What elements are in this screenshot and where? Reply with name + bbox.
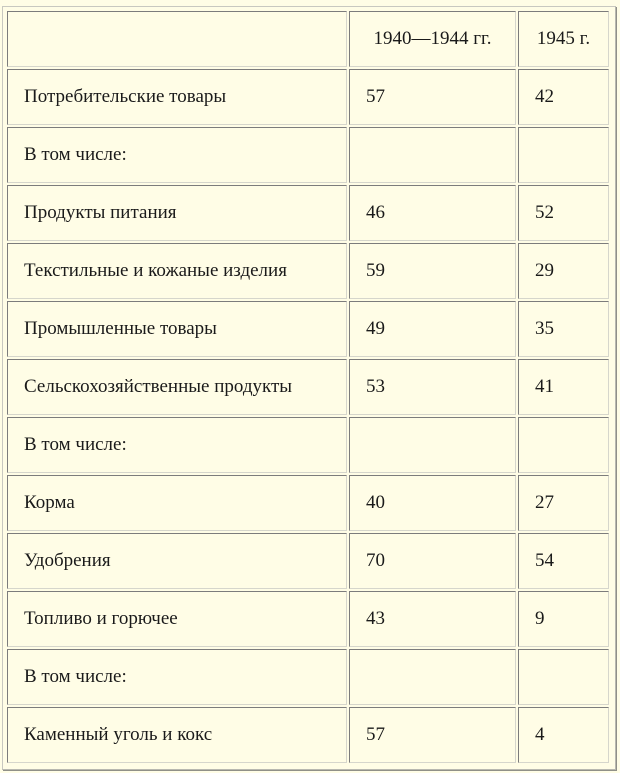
header-cell-1945: 1945 г. — [518, 11, 609, 67]
row-label: Промышленные товары — [7, 301, 347, 357]
table-row — [7, 649, 609, 705]
row-label: Текстильные и кожаные изделия — [7, 243, 347, 299]
table-row — [7, 185, 609, 241]
row-value-1940-1944: 46 — [349, 185, 516, 241]
table-row — [7, 127, 609, 183]
row-value-1945: 42 — [518, 69, 609, 125]
row-value-1940-1944: 57 — [349, 707, 516, 763]
row-label: Корма — [7, 475, 347, 531]
row-value-1940-1944: 49 — [349, 301, 516, 357]
row-value-1945: 29 — [518, 243, 609, 299]
row-value-1945: 9 — [518, 591, 609, 647]
row-value-1945: 54 — [518, 533, 609, 589]
row-value-1945 — [518, 127, 609, 183]
row-value-1940-1944: 43 — [349, 591, 516, 647]
table-row — [7, 707, 609, 763]
row-value-1945: 35 — [518, 301, 609, 357]
row-value-1940-1944: 70 — [349, 533, 516, 589]
row-label: Сельскохозяйственные продукты — [7, 359, 347, 415]
row-value-1945: 41 — [518, 359, 609, 415]
table-frame — [2, 6, 616, 770]
row-value-1940-1944 — [349, 649, 516, 705]
table-row — [7, 475, 609, 531]
table-row — [7, 243, 609, 299]
row-value-1945: 27 — [518, 475, 609, 531]
table-row — [7, 359, 609, 415]
row-label: Потребительские товары — [7, 69, 347, 125]
table-row — [7, 69, 609, 125]
table-row — [7, 417, 609, 473]
table-row — [7, 591, 609, 647]
header-row — [7, 11, 609, 67]
row-value-1940-1944 — [349, 417, 516, 473]
row-value-1940-1944: 59 — [349, 243, 516, 299]
row-value-1945 — [518, 417, 609, 473]
row-label: Каменный уголь и кокс — [7, 707, 347, 763]
row-label: В том числе: — [7, 417, 347, 473]
row-value-1940-1944: 40 — [349, 475, 516, 531]
row-value-1940-1944: 57 — [349, 69, 516, 125]
row-value-1940-1944 — [349, 127, 516, 183]
row-label: Продукты питания — [7, 185, 347, 241]
row-label: Топливо и горючее — [7, 591, 347, 647]
row-value-1945 — [518, 649, 609, 705]
row-value-1945: 52 — [518, 185, 609, 241]
row-value-1945: 4 — [518, 707, 609, 763]
table-row — [7, 301, 609, 357]
row-label: В том числе: — [7, 649, 347, 705]
header-cell-label — [7, 11, 347, 67]
table-row — [7, 533, 609, 589]
data-table — [5, 9, 611, 765]
row-label: Удобрения — [7, 533, 347, 589]
row-label: В том числе: — [7, 127, 347, 183]
row-value-1940-1944: 53 — [349, 359, 516, 415]
header-cell-1940-1944: 1940—1944 гг. — [349, 11, 516, 67]
